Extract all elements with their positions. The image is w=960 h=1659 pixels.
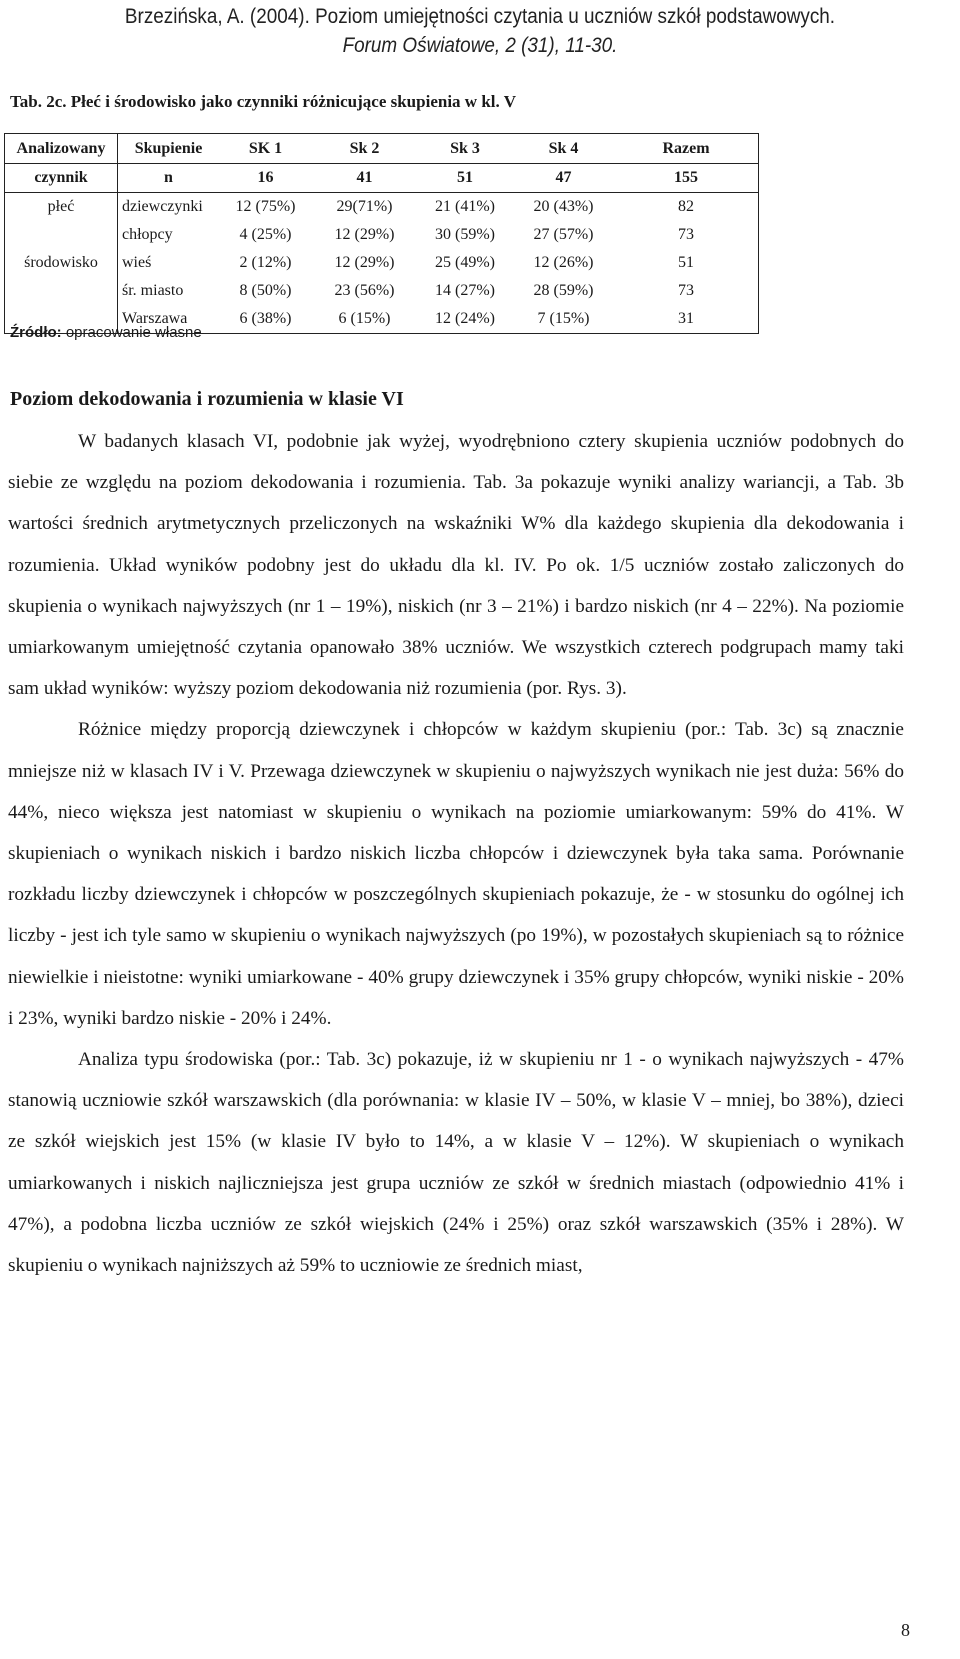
table-cell <box>5 221 118 249</box>
table-row <box>5 277 759 305</box>
table-cell: 12 (26%) <box>533 254 594 271</box>
table-cell: 12 (24%) <box>417 305 513 334</box>
table-cell: 4 (25%) <box>239 226 292 243</box>
table-header-row-2 <box>5 164 759 193</box>
table-cell: 20 (43%) <box>533 198 594 215</box>
table-cell: 21 (41%) <box>435 198 495 215</box>
table-cell: 6 (38%) <box>219 305 312 334</box>
paragraph: Różnice między proporcją dziewczynek i chłopców w każdym skupieniu (por.: Tab. 3c) są znacznie mniejsze niż w klasach IV i V. Przewaga dziewczynek w skupieniu o najwyższych wynikach nie jest duża: 56% do 44%, nieco większa jest natomiast w skupieniu o wynikach na poziomie umiarkowanym: 59% do 41%. W skupieniach o wynikach niskich i bardzo niskich liczba chłopców i dziewczynek była taka sama. Porównanie rozkładu liczby dziewczynek i chłopców w poszczególnych skupieniach pokazuje, że - w stosunku do ogólnej ich liczby - jest ich tyle samo w skupieniu o wynikach najwyższych (po 19%), w pozostałych skupieniach są to różnice niewielkie i nieistotne: wyniki umiarkowane - 40% grupy dziewczynek i 35% grupy chłopców, wyniki niskie - 20% i 23%, wyniki bardzo niskie - 20% i 24%. <box>8 719 904 1029</box>
running-header <box>48 2 912 60</box>
table-cell: śr. miasto <box>118 277 220 305</box>
table-header-cell: Sk 4 <box>513 134 614 164</box>
table-row <box>5 193 759 222</box>
table-header-cell: 155 <box>614 164 759 193</box>
table-header-cell: SK 1 <box>219 134 312 164</box>
table-cell: Warszawa <box>118 305 220 334</box>
table-cell: 31 <box>614 305 759 334</box>
table-cell: 28 (59%) <box>533 282 594 299</box>
table-header-cell: 51 <box>417 164 513 193</box>
table-header-cell: 41 <box>312 164 417 193</box>
header-citation-line1: Brzezińska, A. (2004). Poziom umiejętności czytania u uczniów szkół podstawowych. <box>124 5 836 28</box>
table-cell: środowisko <box>5 249 118 277</box>
table-cell: 23 (56%) <box>334 282 395 299</box>
table-cell: 25 (49%) <box>435 254 495 271</box>
table-header-cell: Sk 3 <box>417 134 513 164</box>
header-citation-line2: Forum Oświatowe, 2 (31), 11-30. <box>342 34 618 57</box>
table-cell: 30 (59%) <box>435 226 495 243</box>
table-cell: 12 (29%) <box>334 226 395 243</box>
source-text: opracowanie własne <box>61 324 202 341</box>
section-heading: Poziom dekodowania i rozumienia w klasie VI <box>10 388 404 410</box>
table-header-row-1 <box>5 134 759 164</box>
table-cell: 27 (57%) <box>533 226 594 243</box>
table-header-cell: Razem <box>614 134 759 164</box>
paragraph: Analiza typu środowiska (por.: Tab. 3c) pokazuje, iż w skupieniu nr 1 - o wynikach najwyższych - 47% stanowią uczniowie szkół warszawskich (dla porównania: w klasie IV – 50%, w klasie V – mniej, bo 38%), dzieci ze szkół wiejskich jest 15% (w klasie IV było to 14%, a w klasie V – 12%). W skupieniach o wynikach umiarkowanych i niskich najliczniejsza jest grupa uczniów ze szkół w średnich miastach (odpowiednio 41% i 47%), a podobna liczba uczniów ze szkół wiejskich (24% i 25%) oraz szkół warszawskich (35% i 28%). W skupieniu o wynikach najniższych aż 59% to uczniowie ze średnich miast, <box>8 1049 904 1277</box>
source-label: Źródło: <box>10 324 62 341</box>
page-number: 8 <box>901 1620 910 1640</box>
table-cell: 2 (12%) <box>239 254 292 271</box>
paragraph: W badanych klasach VI, podobnie jak wyżej, wyodrębniono cztery skupienia uczniów podobnych do siebie ze względu na poziom dekodowania i rozumienia. Tab. 3a pokazuje wyniki analizy wariancji, a Tab. 3b wartości średnich arytmetycznych przeliczonych na wskaźniki W% dla każdego skupienia dla dekodowania i rozumienia. Układ wyników podobny jest do układu dla kl. IV. Po ok. 1/5 uczniów zostało zaliczonych do skupienia o wynikach najwyższych (nr 1 – 19%), niskich (nr 3 – 21%) i bardzo niskich (nr 4 – 22%). Na poziomie umiarkowanym umiejętność czytania opanowało 38% uczniów. We wszystkich czterech podgrupach mamy taki sam układ wyników: wyższy poziom dekodowania niż rozumienia (por. Rys. 3). <box>8 431 904 700</box>
table-cell: wieś <box>118 249 220 277</box>
table-row <box>5 221 759 249</box>
table-header-cell: n <box>118 164 220 193</box>
table-cell: 51 <box>614 249 759 277</box>
table-header-cell: Sk 2 <box>312 134 417 164</box>
table-cell: 7 (15%) <box>513 305 614 334</box>
table-header-cell: Analizowany <box>5 134 118 164</box>
table-caption: Tab. 2c. Płeć i środowisko jako czynniki różnicujące skupienia w kl. V <box>10 92 516 111</box>
table-cell: 8 (50%) <box>239 282 292 299</box>
table-cell: 73 <box>614 277 759 305</box>
table-cell: 73 <box>614 221 759 249</box>
table-cell: płeć <box>5 193 118 222</box>
table-header-cell: Skupienie <box>118 134 220 164</box>
table-cell: chłopcy <box>118 221 220 249</box>
table-source-note <box>10 324 202 341</box>
table-header-cell: czynnik <box>5 164 118 193</box>
table-cell: 14 (27%) <box>435 282 495 299</box>
table-header-cell: 16 <box>219 164 312 193</box>
table-row <box>5 249 759 277</box>
table-cell: 12 (75%) <box>235 198 296 215</box>
table-cell <box>5 277 118 305</box>
table-cell: 29(71%) <box>336 198 393 215</box>
data-table <box>4 133 759 334</box>
table-cell: 6 (15%) <box>312 305 417 334</box>
table-cell: dziewczynki <box>118 193 220 222</box>
table-cell: 82 <box>614 193 759 222</box>
body-text <box>8 421 904 1286</box>
table-cell: 12 (29%) <box>334 254 395 271</box>
table-header-cell: 47 <box>513 164 614 193</box>
